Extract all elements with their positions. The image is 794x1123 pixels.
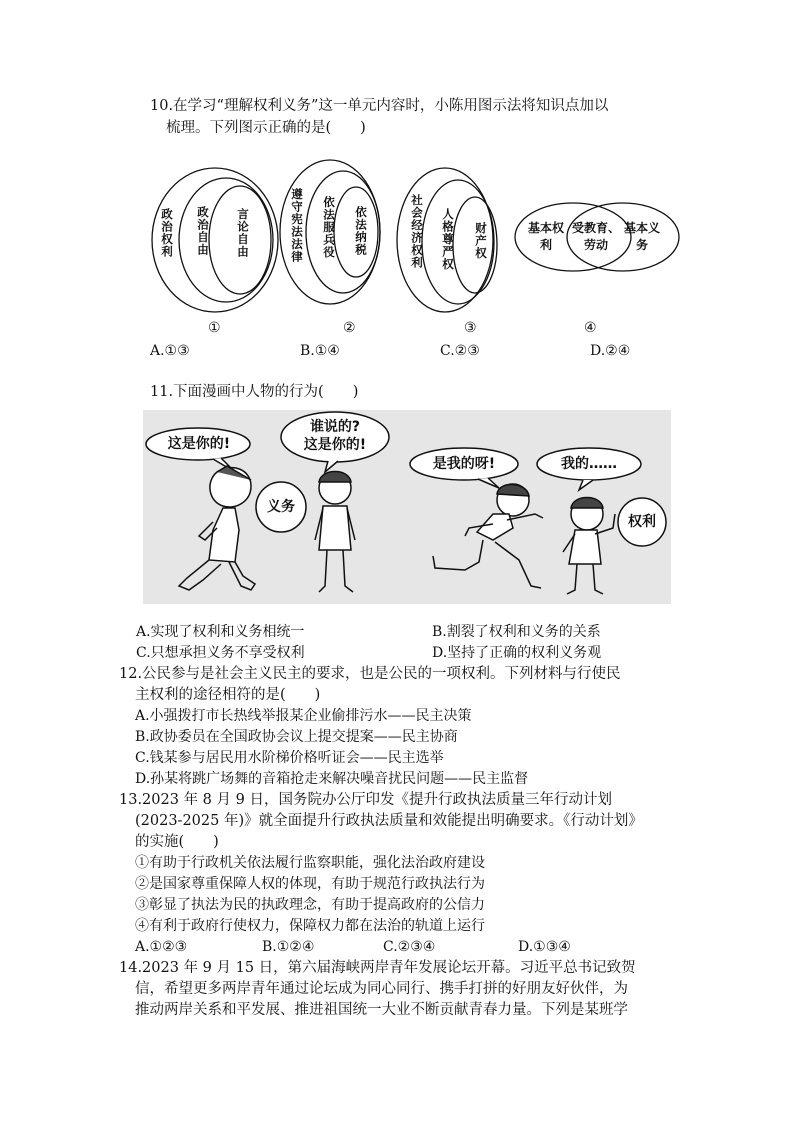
- q13-option-a: A.①②③: [135, 939, 188, 955]
- diagram2-number: ②: [343, 320, 356, 336]
- q14-stem-line1: 14.2023 年 9 月 15 日，第六届海峡两岸青年发展论坛开幕。习近平总书记致贺: [119, 960, 636, 976]
- q12-option-c: C.钱某参与居民用水阶梯价格听证会——民主选举: [135, 750, 444, 766]
- ball-duty-text: 义务: [267, 499, 295, 515]
- q12-stem-line2: 主权利的途径相符的是( ): [135, 687, 321, 703]
- diagram1-outer-label: 政治权利: [160, 208, 174, 258]
- q13-item-1: ①有助于行政机关依法履行监察职能，强化法治政府建设: [135, 855, 485, 871]
- q11-cartoon: [143, 410, 671, 604]
- q11-stem: 11.下面漫画中人物的行为( ): [150, 384, 359, 400]
- bubble1-text: 这是你的!: [167, 436, 231, 452]
- q10-option-a: A.①③: [150, 343, 190, 359]
- q13-option-c: C.②③④: [383, 939, 436, 955]
- diagram2-outer-label: 遵守宪法法律: [290, 188, 304, 263]
- diagram1-middle-label: 政治自由: [196, 206, 210, 256]
- figure-boy-pointing: [563, 498, 615, 595]
- q10-diagrams: [0, 150, 794, 350]
- q12-option-b: B.政协委员在全国政协会议上提交提案——民主协商: [135, 729, 458, 745]
- q13-item-2: ②是国家尊重保障人权的体现，有助于规范行政执法行为: [135, 876, 485, 892]
- diagram4-overlap-label: 受教育、劳动: [571, 221, 620, 252]
- diagram4-right-label: 基本义务: [624, 221, 661, 252]
- figure-boy-walking: [179, 466, 255, 590]
- q13-option-d: D.①③④: [518, 939, 571, 955]
- diagram2-middle-ellipse: [306, 171, 380, 293]
- q14-stem-line3: 推动两岸关系和平发展、推进祖国统一大业不断贡献青春力量。下列是某班学: [135, 1002, 628, 1018]
- figure-boy-standing: [315, 472, 355, 593]
- q11-option-a: A.实现了权利和义务相统一: [136, 624, 305, 640]
- diagram3-number: ③: [464, 320, 477, 336]
- bubble2-text-line2: 这是你的!: [303, 437, 367, 453]
- diagram4-left-label: 基本权利: [528, 221, 565, 252]
- ball-right-text: 权利: [628, 514, 656, 530]
- q10-stem-line1: 10.在学习“理解权利义务”这一单元内容时，小陈用图示法将知识点加以: [150, 98, 609, 114]
- q13-item-3: ③彰显了执法为民的执政理念，有助于提高政府的公信力: [135, 897, 485, 913]
- q13-item-4: ④有利于政府行使权力，保障权力都在法治的轨道上运行: [135, 918, 485, 934]
- q13-stem-line1: 13.2023 年 8 月 9 日，国务院办公厅印发《提升行政执法质量三年行动计划: [119, 792, 612, 808]
- q11-option-b: B.割裂了权利和义务的关系: [432, 624, 601, 640]
- bubble4-text: 我的……: [561, 456, 617, 472]
- diagram3-outer-label: 社会经济权利: [410, 194, 424, 269]
- q12-stem-line1: 12.公民参与是社会主义民主的要求，也是公民的一项权利。下列材料与行使民: [119, 666, 621, 682]
- diagram2-middle-label: 依法服兵役: [322, 196, 336, 259]
- bubble3-text: 是我的呀!: [432, 456, 496, 472]
- diagram3-inner-label: 财产权: [474, 222, 488, 260]
- q11-option-c: C.只想承担义务不享受权利: [136, 645, 305, 661]
- q13-stem-line3: 的实施( ): [135, 834, 219, 850]
- q10-option-c: C.②③: [440, 343, 480, 359]
- diagram3-middle-label: 人格尊严权: [441, 208, 455, 271]
- q11-option-d: D.坚持了正确的权利义务观: [432, 645, 602, 661]
- diagram2-inner-label: 依法纳税: [354, 206, 368, 256]
- bubble2-text-line1: 谁说的?: [309, 419, 361, 435]
- figure-boy-running: [433, 484, 543, 588]
- diagram1-inner-label: 言论自由: [236, 208, 250, 258]
- q10-option-b: B.①④: [300, 343, 340, 359]
- q13-option-b: B.①②④: [262, 939, 315, 955]
- q10-stem-line2: 梳理。下列图示正确的是( ): [166, 120, 366, 136]
- diagram1-number: ①: [208, 320, 221, 336]
- q10-option-d: D.②④: [590, 343, 631, 359]
- q12-option-d: D.孙某将跳广场舞的音箱抢走来解决噪音扰民问题——民主监督: [135, 771, 529, 787]
- diagram4-number: ④: [584, 320, 597, 336]
- q13-stem-line2: (2023-2025 年)》就全面提升行政执法质量和效能提出明确要求。《行动计划》: [135, 813, 643, 829]
- q12-option-a: A.小强拨打市长热线举报某企业偷排污水——民主决策: [135, 708, 472, 724]
- q14-stem-line2: 信，希望更多两岸青年通过论坛成为同心同行、携手打拼的好朋友好伙伴，为: [135, 981, 628, 997]
